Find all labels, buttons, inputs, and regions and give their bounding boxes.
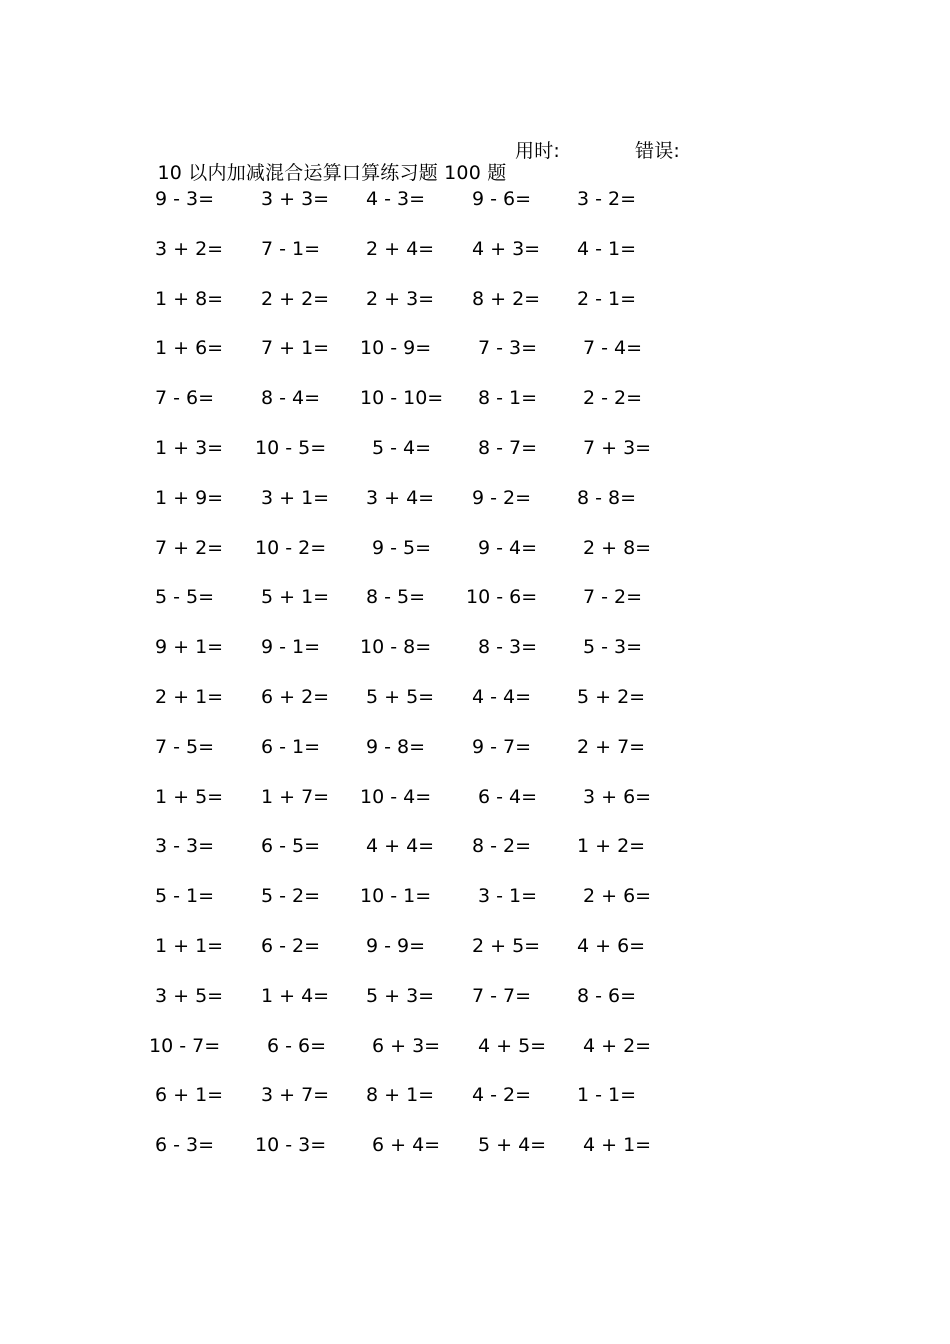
math-problem: 5 + 1=: [261, 586, 330, 609]
math-problem: 2 + 6=: [583, 885, 652, 908]
math-problem: 10 - 6=: [466, 586, 538, 609]
math-problem: 7 + 3=: [583, 437, 652, 459]
math-problem: 4 + 3=: [472, 237, 541, 260]
math-problem: 3 + 7=: [261, 1084, 330, 1107]
math-problem: 9 - 4=: [478, 536, 538, 559]
math-problem: 9 - 2=: [472, 486, 532, 509]
math-problem: 8 - 5=: [366, 586, 426, 609]
math-problem: 5 + 4=: [478, 1134, 547, 1157]
math-problem: 5 - 3=: [583, 636, 643, 659]
math-problem: 6 - 2=: [261, 935, 321, 957]
math-problem: 7 - 6=: [155, 387, 215, 410]
math-problem: 2 + 3=: [366, 287, 435, 310]
math-problem: 9 + 1=: [155, 636, 224, 659]
math-problem: 6 - 5=: [261, 835, 321, 858]
math-problem: 5 - 2=: [261, 885, 321, 908]
math-problem: 5 + 2=: [577, 686, 646, 708]
math-problem: 2 + 1=: [155, 686, 224, 708]
math-problem: 6 - 6=: [267, 1034, 327, 1057]
math-problem: 8 + 2=: [472, 287, 541, 310]
math-problem: 4 - 1=: [577, 237, 637, 260]
math-problem: 10 - 8=: [360, 636, 432, 659]
math-problem: 5 - 1=: [155, 885, 215, 908]
math-problem: 5 - 4=: [372, 437, 432, 459]
math-problem: 6 + 1=: [155, 1084, 224, 1107]
math-problem: 6 - 3=: [155, 1134, 215, 1157]
math-problem: 9 - 3=: [155, 188, 215, 210]
math-problem: 8 - 2=: [472, 835, 532, 858]
math-problem: 5 - 5=: [155, 586, 215, 609]
math-problem: 8 + 1=: [366, 1084, 435, 1107]
math-problem: 1 + 8=: [155, 287, 224, 310]
math-problem: 1 + 7=: [261, 785, 330, 808]
math-problem: 6 - 4=: [478, 785, 538, 808]
math-problem: 7 - 7=: [472, 984, 532, 1007]
math-problem: 1 + 9=: [155, 486, 224, 509]
math-problem: 3 + 4=: [366, 486, 435, 509]
math-problem: 10 - 2=: [255, 536, 327, 559]
math-problem: 8 - 6=: [577, 984, 637, 1007]
math-problem: 3 - 3=: [155, 835, 215, 858]
math-problem: 1 + 4=: [261, 984, 330, 1007]
math-problem: 1 + 5=: [155, 785, 224, 808]
math-problem: 7 - 1=: [261, 237, 321, 260]
math-problem: 3 + 1=: [261, 486, 330, 509]
math-problem: 9 - 6=: [472, 188, 532, 210]
worksheet-title: 10 以内加减混合运算口算练习题 100 题: [157, 162, 507, 184]
math-problem: 8 - 7=: [478, 437, 538, 459]
math-problem: 1 + 2=: [577, 835, 646, 858]
math-problem: 10 - 9=: [360, 337, 432, 360]
math-problem: 10 - 10=: [360, 387, 444, 410]
math-problem: 2 + 4=: [366, 237, 435, 260]
math-problem: 6 + 4=: [372, 1134, 441, 1157]
math-problem: 5 + 5=: [366, 686, 435, 708]
math-problem: 9 - 9=: [366, 935, 426, 957]
math-problem: 3 - 2=: [577, 188, 637, 210]
math-problem: 2 + 7=: [577, 735, 646, 758]
math-problem: 10 - 3=: [255, 1134, 327, 1157]
math-problem: 3 + 2=: [155, 237, 224, 260]
math-problem: 2 - 1=: [577, 287, 637, 310]
error-label: 错误:: [635, 140, 681, 162]
math-problem: 4 + 2=: [583, 1034, 652, 1057]
math-problem: 4 + 4=: [366, 835, 435, 858]
math-problem: 2 + 5=: [472, 935, 541, 957]
math-problem: 7 + 1=: [261, 337, 330, 360]
math-problem: 1 + 1=: [155, 935, 224, 957]
math-problem: 4 + 5=: [478, 1034, 547, 1057]
math-problem: 9 - 8=: [366, 735, 426, 758]
math-problem: 7 - 2=: [583, 586, 643, 609]
math-problem: 10 - 5=: [255, 437, 327, 459]
math-problem: 4 - 3=: [366, 188, 426, 210]
math-problem: 8 - 8=: [577, 486, 637, 509]
math-problem: 2 + 8=: [583, 536, 652, 559]
math-problem: 6 + 3=: [372, 1034, 441, 1057]
math-problem: 4 + 1=: [583, 1134, 652, 1157]
math-problem: 4 - 4=: [472, 686, 532, 708]
math-problem: 8 - 4=: [261, 387, 321, 410]
math-problem: 7 - 3=: [478, 337, 538, 360]
math-problem: 10 - 1=: [360, 885, 432, 908]
math-problem: 5 + 3=: [366, 984, 435, 1007]
math-problem: 4 + 6=: [577, 935, 646, 957]
math-problem: 1 - 1=: [577, 1084, 637, 1107]
math-problem: 4 - 2=: [472, 1084, 532, 1107]
time-label: 用时:: [515, 140, 561, 162]
math-problem: 3 + 3=: [261, 188, 330, 210]
math-problem: 9 - 1=: [261, 636, 321, 659]
math-problem: 7 - 4=: [583, 337, 643, 360]
math-problem: 3 - 1=: [478, 885, 538, 908]
math-problem: 3 + 5=: [155, 984, 224, 1007]
math-problem: 6 + 2=: [261, 686, 330, 708]
math-problem: 6 - 1=: [261, 735, 321, 758]
math-problem: 10 - 4=: [360, 785, 432, 808]
math-problem: 1 + 3=: [155, 437, 224, 459]
math-problem: 3 + 6=: [583, 785, 652, 808]
math-problem: 2 + 2=: [261, 287, 330, 310]
math-problem: 1 + 6=: [155, 337, 224, 360]
math-problem: 7 + 2=: [155, 536, 224, 559]
math-problem: 8 - 1=: [478, 387, 538, 410]
math-problem: 9 - 7=: [472, 735, 532, 758]
math-problem: 7 - 5=: [155, 735, 215, 758]
math-problem: 10 - 7=: [149, 1034, 221, 1057]
math-problem: 2 - 2=: [583, 387, 643, 410]
math-problem: 8 - 3=: [478, 636, 538, 659]
math-problem: 9 - 5=: [372, 536, 432, 559]
